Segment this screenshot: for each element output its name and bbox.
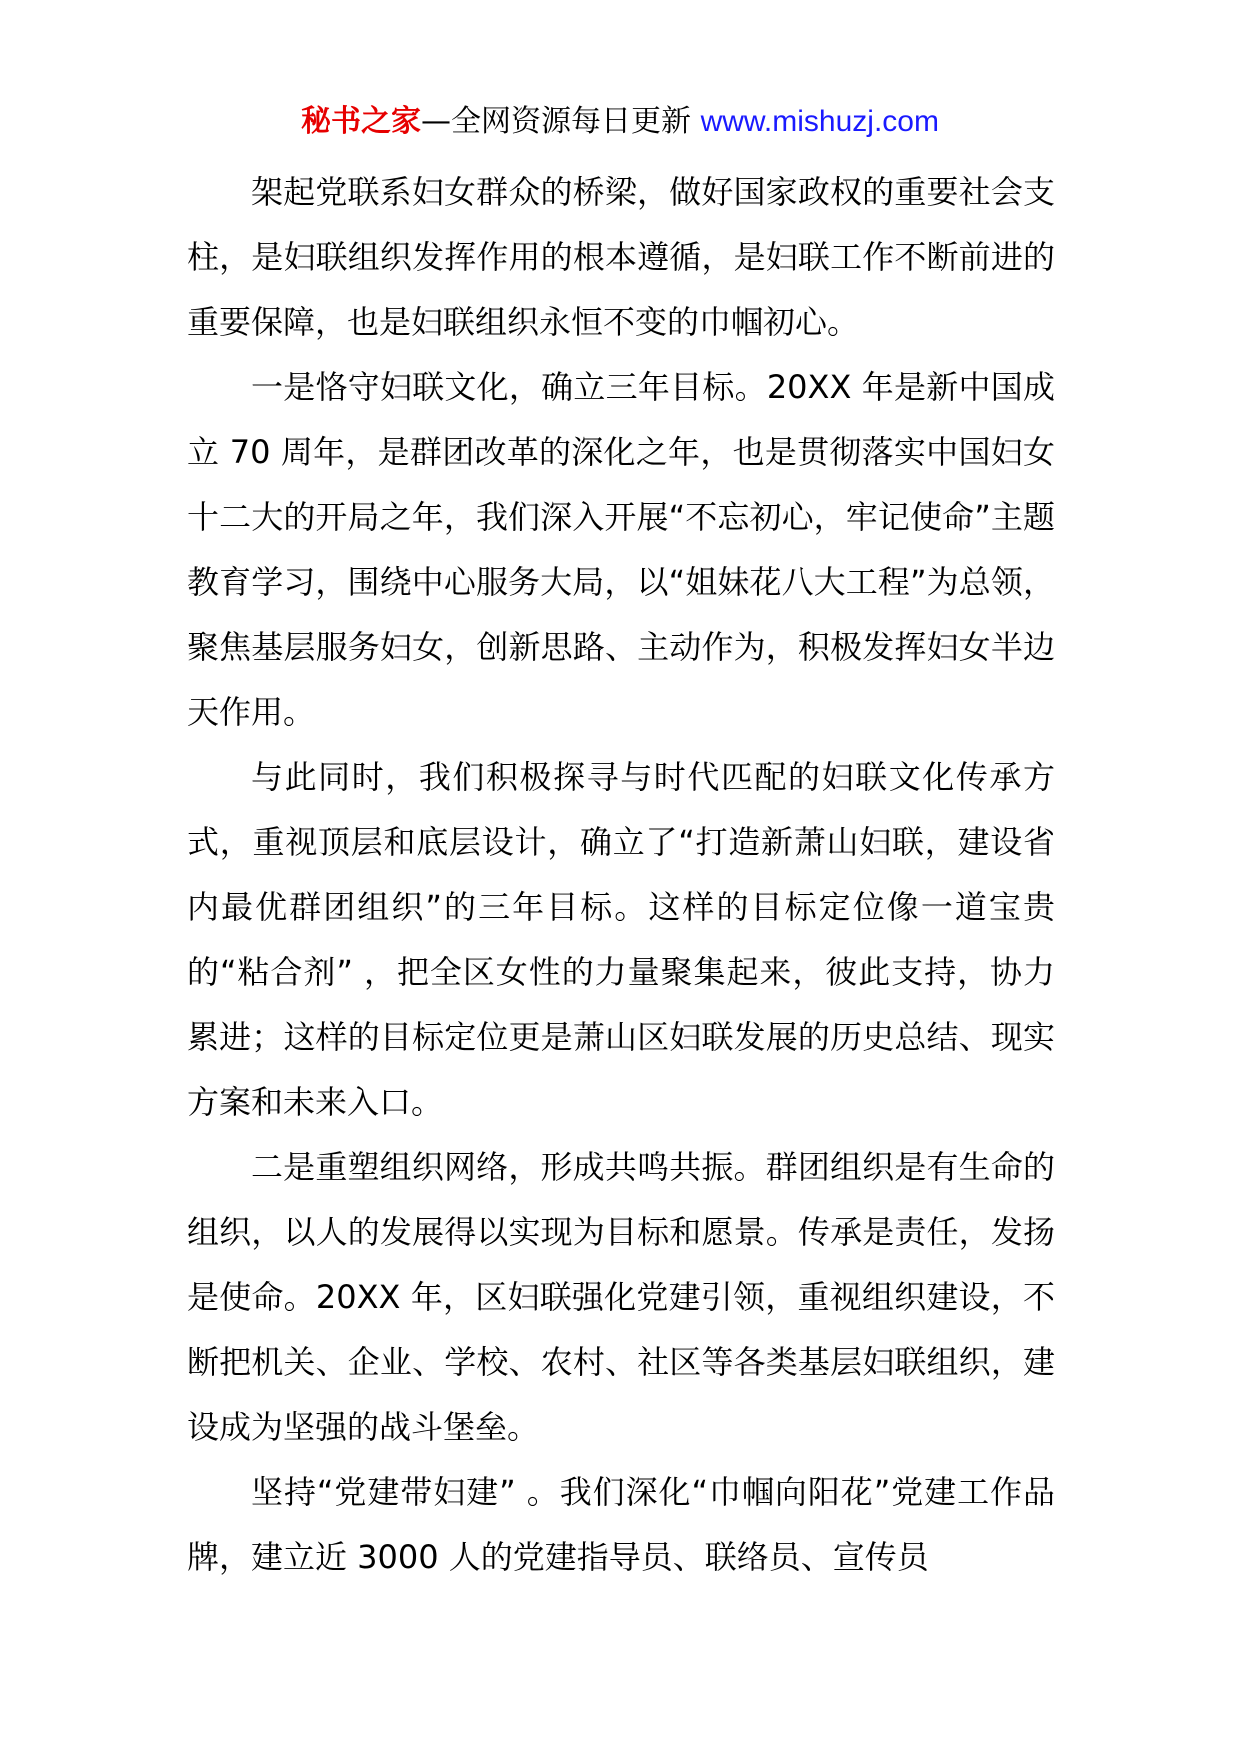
paragraph: 架起党联系妇女群众的桥梁，做好国家政权的重要社会支柱，是妇联组织发挥作用的根本遵循，是妇联工作不断前进的重要保障，也是妇联组织永恒不变的巾帼初心。 [187,173,1055,341]
paragraph: 坚持“党建带妇建” 。我们深化“巾帼向阳花”党建工作品牌，建立近 3000 人的党建指导员、联络员、宣传员 [187,1473,1055,1576]
document-body [187,160,1055,1590]
site-brand: 秘书之家 [301,104,422,139]
page-header [0,100,1240,144]
paragraph: 与此同时，我们积极探寻与时代匹配的妇联文化传承方式，重视顶层和底层设计，确立了“打造新萧山妇联，建设省内最优群团组织”的三年目标。这样的目标定位像一道宝贵的“粘合剂” ，把全区女性的力量聚集起来，彼此支持，协力累进；这样的目标定位更是萧山区妇联发展的历史总结、现实方案和未来入口。 [187,758,1055,1121]
site-slogan: —全网资源每日更新 [421,104,701,139]
site-url-link[interactable]: www.mishuzj.com [700,105,939,138]
paragraph: 二是重塑组织网络，形成共鸣共振。群团组织是有生命的组织，以人的发展得以实现为目标和愿景。传承是责任，发扬是使命。20XX 年，区妇联强化党建引领，重视组织建设，不断把机关、企业、学校、农村、社区等各类基层妇联组织，建设成为坚强的战斗堡垒。 [187,1148,1055,1446]
paragraph: 一是恪守妇联文化，确立三年目标。20XX 年是新中国成立 70 周年，是群团改革的深化之年，也是贯彻落实中国妇女十二大的开局之年，我们深入开展“不忘初心，牢记使命”主题教育学习，围绕中心服务大局，以“姐妹花八大工程”为总领，聚焦基层服务妇女，创新思路、主动作为，积极发挥妇女半边天作用。 [187,368,1055,731]
